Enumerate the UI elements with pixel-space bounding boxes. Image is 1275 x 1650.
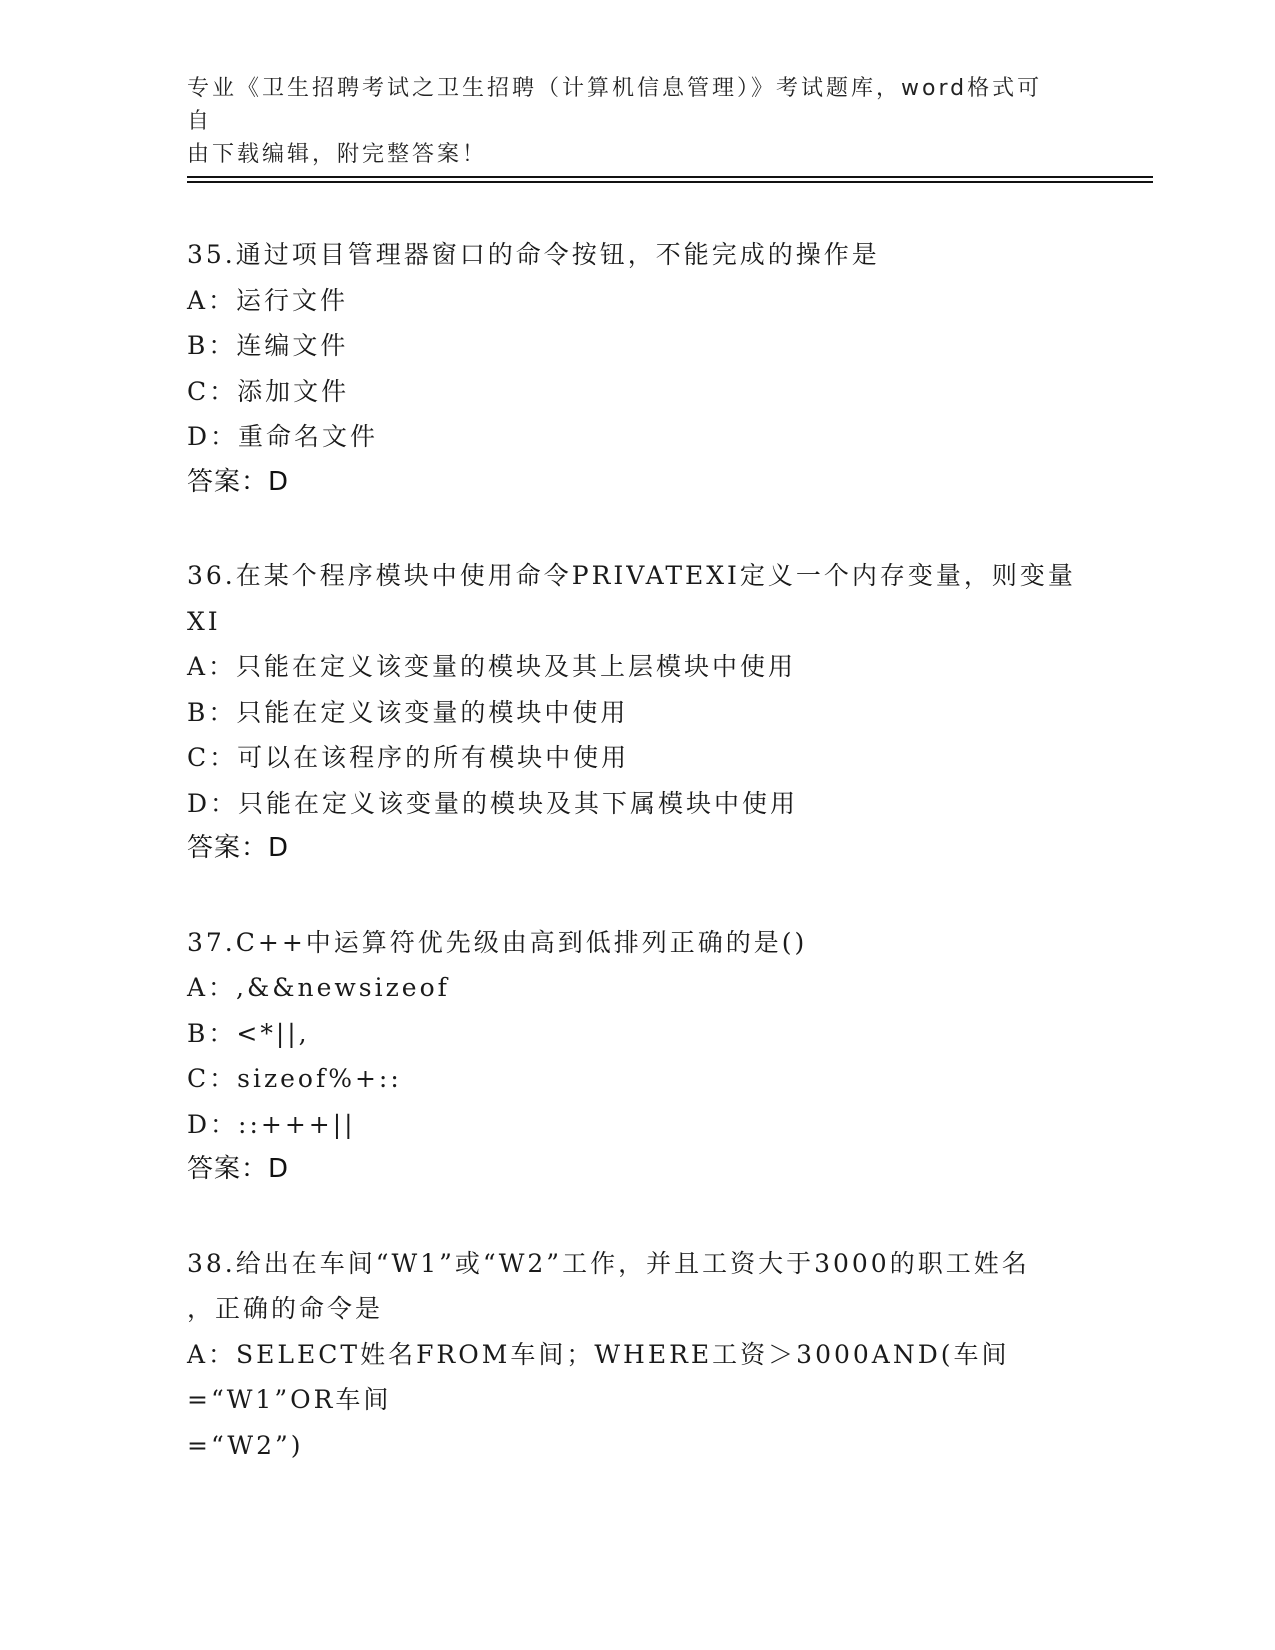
- option-a-line-2: =“W2”): [187, 1430, 304, 1460]
- answer: 答案：D: [187, 833, 290, 863]
- question-36: [187, 553, 1087, 872]
- question-37: [187, 920, 1087, 1193]
- question-35: [187, 232, 1087, 505]
- answer: 答案：D: [187, 466, 290, 497]
- option-c: C：添加文件: [187, 376, 350, 406]
- question-stem: 35.通过项目管理器窗口的命令按钮，不能完成的操作是: [187, 240, 880, 269]
- question-stem-line-2: ，正确的命令是: [187, 1294, 384, 1323]
- option-d: D：::+++||: [187, 1109, 356, 1139]
- option-a: A：只能在定义该变量的模块及其上层模块中使用: [187, 652, 797, 681]
- option-a: A：,&&newsizeof: [187, 973, 450, 1002]
- option-a: A：运行文件: [187, 285, 349, 315]
- option-b: B：连编文件: [187, 331, 349, 360]
- document-header: [187, 72, 1067, 171]
- option-b: B：<*||,: [187, 1018, 310, 1048]
- header-line-1: 专业《卫生招聘考试之卫生招聘（计算机信息管理）》考试题库，word格式可自: [187, 76, 1043, 134]
- header-line-2: 由下载编辑，附完整答案！: [187, 142, 488, 167]
- option-d: D：只能在定义该变量的模块及其下属模块中使用: [187, 788, 799, 818]
- option-d: D：重命名文件: [187, 422, 379, 451]
- question-stem-line-1: 36.在某个程序模块中使用命令PRIVATEXI定义一个内存变量，则变量: [187, 561, 1076, 590]
- question-stem-line-1: 38.给出在车间“W1”或“W2”工作，并且工资大于3000的职工姓名: [187, 1248, 1030, 1278]
- answer: 答案：D: [187, 1154, 290, 1184]
- header-divider-bottom: [187, 181, 1153, 183]
- option-c: C：可以在该程序的所有模块中使用: [187, 743, 630, 772]
- option-b: B：只能在定义该变量的模块中使用: [187, 697, 629, 727]
- header-divider-top: [187, 176, 1153, 178]
- option-c: C：sizeof%+::: [187, 1064, 402, 1093]
- question-stem: 37.C++中运算符优先级由高到低排列正确的是(): [187, 927, 808, 957]
- question-38: [187, 1241, 1087, 1469]
- option-a-line-1: A：SELECT姓名FROM车间；WHERE工资＞3000AND(车间=“W1”OR车间: [187, 1339, 1010, 1414]
- question-list: [187, 232, 1087, 1468]
- question-stem-line-2: XI: [187, 606, 221, 636]
